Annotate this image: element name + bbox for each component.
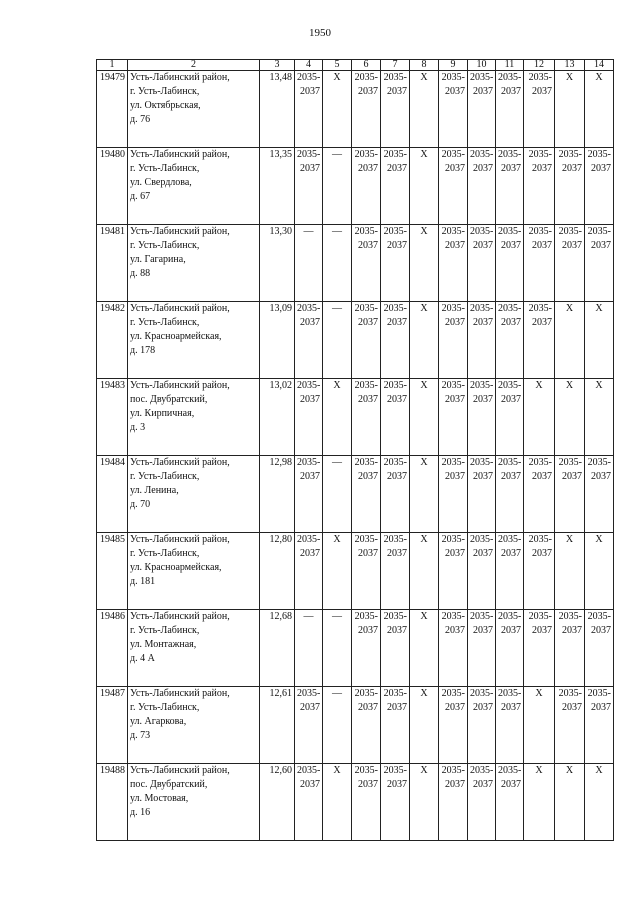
table-row: [97, 533, 614, 610]
period-cell-col10: 2035- 2037: [468, 533, 496, 610]
period-cell-col12: 2035- 2037: [524, 225, 555, 302]
period-cell-col5: —: [323, 148, 352, 225]
period-cell-col7: 2035- 2037: [381, 533, 410, 610]
period-cell-col8: X: [410, 225, 439, 302]
period-cell-col5: —: [323, 225, 352, 302]
period-cell-col10: 2035- 2037: [468, 71, 496, 148]
period-cell-col6: 2035- 2037: [352, 71, 381, 148]
address-cell: Усть-Лабинский район, г. Усть-Лабинск, ул. Красноармейская, д. 181: [128, 533, 260, 610]
address-cell: Усть-Лабинский район, г. Усть-Лабинск, ул. Красноармейская, д. 178: [128, 302, 260, 379]
period-cell-col14: 2035- 2037: [585, 148, 614, 225]
period-cell-col5: X: [323, 533, 352, 610]
period-cell-col6: 2035- 2037: [352, 687, 381, 764]
period-cell-col9: 2035- 2037: [439, 71, 468, 148]
table-row: [97, 456, 614, 533]
period-cell-col6: 2035- 2037: [352, 456, 381, 533]
table-row: [97, 71, 614, 148]
period-cell-col10: 2035- 2037: [468, 456, 496, 533]
column-header-13: 13: [555, 60, 585, 71]
period-cell-col12: 2035- 2037: [524, 456, 555, 533]
period-cell-col9: 2035- 2037: [439, 225, 468, 302]
period-cell-col13: X: [555, 533, 585, 610]
period-cell-col9: 2035- 2037: [439, 533, 468, 610]
period-cell-col5: X: [323, 379, 352, 456]
period-cell-col8: X: [410, 456, 439, 533]
period-cell-col9: 2035- 2037: [439, 456, 468, 533]
period-cell-col14: X: [585, 379, 614, 456]
period-cell-col13: 2035- 2037: [555, 148, 585, 225]
period-cell-col12: X: [524, 687, 555, 764]
period-cell-col12: 2035- 2037: [524, 610, 555, 687]
period-cell-col14: 2035- 2037: [585, 225, 614, 302]
period-cell-col5: —: [323, 302, 352, 379]
header-row: [97, 60, 614, 71]
area-cell: 13,30: [260, 225, 295, 302]
area-cell: 12,98: [260, 456, 295, 533]
record-number: 19486: [97, 610, 128, 687]
column-header-2: 2: [128, 60, 260, 71]
period-cell-col12: 2035- 2037: [524, 148, 555, 225]
period-cell-col9: 2035- 2037: [439, 687, 468, 764]
period-cell-col4: 2035- 2037: [295, 379, 323, 456]
column-header-14: 14: [585, 60, 614, 71]
period-cell-col10: 2035- 2037: [468, 148, 496, 225]
column-header-5: 5: [323, 60, 352, 71]
record-number: 19487: [97, 687, 128, 764]
period-cell-col11: 2035- 2037: [496, 687, 524, 764]
period-cell-col4: 2035- 2037: [295, 71, 323, 148]
period-cell-col12: 2035- 2037: [524, 533, 555, 610]
record-number: 19488: [97, 764, 128, 841]
period-cell-col11: 2035- 2037: [496, 71, 524, 148]
record-number: 19482: [97, 302, 128, 379]
period-cell-col5: X: [323, 764, 352, 841]
period-cell-col11: 2035- 2037: [496, 610, 524, 687]
period-cell-col6: 2035- 2037: [352, 764, 381, 841]
registry-table: [96, 59, 614, 841]
period-cell-col9: 2035- 2037: [439, 379, 468, 456]
period-cell-col11: 2035- 2037: [496, 533, 524, 610]
area-cell: 12,61: [260, 687, 295, 764]
period-cell-col11: 2035- 2037: [496, 764, 524, 841]
period-cell-col9: 2035- 2037: [439, 148, 468, 225]
period-cell-col12: 2035- 2037: [524, 302, 555, 379]
period-cell-col6: 2035- 2037: [352, 302, 381, 379]
period-cell-col7: 2035- 2037: [381, 610, 410, 687]
period-cell-col8: X: [410, 610, 439, 687]
period-cell-col14: X: [585, 764, 614, 841]
column-header-6: 6: [352, 60, 381, 71]
period-cell-col13: X: [555, 302, 585, 379]
table-row: [97, 225, 614, 302]
record-number: 19484: [97, 456, 128, 533]
period-cell-col11: 2035- 2037: [496, 456, 524, 533]
period-cell-col13: X: [555, 379, 585, 456]
period-cell-col8: X: [410, 148, 439, 225]
period-cell-col5: X: [323, 71, 352, 148]
period-cell-col13: X: [555, 71, 585, 148]
table-row: [97, 379, 614, 456]
period-cell-col5: —: [323, 610, 352, 687]
period-cell-col13: 2035- 2037: [555, 456, 585, 533]
period-cell-col6: 2035- 2037: [352, 610, 381, 687]
period-cell-col10: 2035- 2037: [468, 687, 496, 764]
area-cell: 13,02: [260, 379, 295, 456]
record-number: 19483: [97, 379, 128, 456]
period-cell-col6: 2035- 2037: [352, 148, 381, 225]
period-cell-col8: X: [410, 533, 439, 610]
period-cell-col14: X: [585, 71, 614, 148]
column-header-1: 1: [97, 60, 128, 71]
area-cell: 12,60: [260, 764, 295, 841]
period-cell-col10: 2035- 2037: [468, 225, 496, 302]
period-cell-col13: 2035- 2037: [555, 610, 585, 687]
period-cell-col8: X: [410, 379, 439, 456]
period-cell-col7: 2035- 2037: [381, 148, 410, 225]
period-cell-col7: 2035- 2037: [381, 456, 410, 533]
page-number: 1950: [309, 27, 331, 39]
record-number: 19480: [97, 148, 128, 225]
address-cell: Усть-Лабинский район, пос. Двубратский, ул. Кирпичная, д. 3: [128, 379, 260, 456]
column-header-11: 11: [496, 60, 524, 71]
table-header: [97, 60, 614, 71]
address-cell: Усть-Лабинский район, г. Усть-Лабинск, ул. Гагарина, д. 88: [128, 225, 260, 302]
column-header-10: 10: [468, 60, 496, 71]
period-cell-col7: 2035- 2037: [381, 225, 410, 302]
period-cell-col11: 2035- 2037: [496, 302, 524, 379]
period-cell-col10: 2035- 2037: [468, 379, 496, 456]
period-cell-col14: 2035- 2037: [585, 456, 614, 533]
area-cell: 13,09: [260, 302, 295, 379]
period-cell-col10: 2035- 2037: [468, 302, 496, 379]
period-cell-col6: 2035- 2037: [352, 533, 381, 610]
period-cell-col9: 2035- 2037: [439, 302, 468, 379]
period-cell-col8: X: [410, 687, 439, 764]
address-cell: Усть-Лабинский район, г. Усть-Лабинск, ул. Октябрьская, д. 76: [128, 71, 260, 148]
period-cell-col11: 2035- 2037: [496, 225, 524, 302]
period-cell-col4: 2035- 2037: [295, 456, 323, 533]
period-cell-col13: X: [555, 764, 585, 841]
period-cell-col5: —: [323, 687, 352, 764]
area-cell: 13,35: [260, 148, 295, 225]
record-number: 19485: [97, 533, 128, 610]
period-cell-col4: —: [295, 610, 323, 687]
column-header-4: 4: [295, 60, 323, 71]
period-cell-col4: —: [295, 225, 323, 302]
period-cell-col7: 2035- 2037: [381, 71, 410, 148]
period-cell-col6: 2035- 2037: [352, 379, 381, 456]
period-cell-col10: 2035- 2037: [468, 764, 496, 841]
period-cell-col8: X: [410, 764, 439, 841]
period-cell-col13: 2035- 2037: [555, 225, 585, 302]
address-cell: Усть-Лабинский район, г. Усть-Лабинск, ул. Ленина, д. 70: [128, 456, 260, 533]
period-cell-col10: 2035- 2037: [468, 610, 496, 687]
column-header-7: 7: [381, 60, 410, 71]
period-cell-col4: 2035- 2037: [295, 148, 323, 225]
column-header-8: 8: [410, 60, 439, 71]
period-cell-col14: X: [585, 533, 614, 610]
table-row: [97, 610, 614, 687]
period-cell-col9: 2035- 2037: [439, 610, 468, 687]
address-cell: Усть-Лабинский район, г. Усть-Лабинск, ул. Агаркова, д. 73: [128, 687, 260, 764]
table-row: [97, 687, 614, 764]
period-cell-col4: 2035- 2037: [295, 687, 323, 764]
address-cell: Усть-Лабинский район, г. Усть-Лабинск, ул. Свердлова, д. 67: [128, 148, 260, 225]
period-cell-col12: 2035- 2037: [524, 71, 555, 148]
record-number: 19481: [97, 225, 128, 302]
column-header-9: 9: [439, 60, 468, 71]
address-cell: Усть-Лабинский район, г. Усть-Лабинск, ул. Монтажная, д. 4 А: [128, 610, 260, 687]
period-cell-col4: 2035- 2037: [295, 764, 323, 841]
period-cell-col4: 2035- 2037: [295, 302, 323, 379]
period-cell-col14: X: [585, 302, 614, 379]
period-cell-col11: 2035- 2037: [496, 379, 524, 456]
period-cell-col14: 2035- 2037: [585, 610, 614, 687]
period-cell-col9: 2035- 2037: [439, 764, 468, 841]
period-cell-col12: X: [524, 764, 555, 841]
period-cell-col4: 2035- 2037: [295, 533, 323, 610]
column-header-3: 3: [260, 60, 295, 71]
period-cell-col8: X: [410, 302, 439, 379]
period-cell-col7: 2035- 2037: [381, 379, 410, 456]
period-cell-col7: 2035- 2037: [381, 764, 410, 841]
period-cell-col14: 2035- 2037: [585, 687, 614, 764]
address-cell: Усть-Лабинский район, пос. Двубратский, ул. Мостовая, д. 16: [128, 764, 260, 841]
period-cell-col5: —: [323, 456, 352, 533]
record-number: 19479: [97, 71, 128, 148]
table-row: [97, 302, 614, 379]
area-cell: 13,48: [260, 71, 295, 148]
table-body: [97, 71, 614, 841]
period-cell-col7: 2035- 2037: [381, 687, 410, 764]
period-cell-col7: 2035- 2037: [381, 302, 410, 379]
period-cell-col12: X: [524, 379, 555, 456]
period-cell-col6: 2035- 2037: [352, 225, 381, 302]
area-cell: 12,80: [260, 533, 295, 610]
column-header-12: 12: [524, 60, 555, 71]
table-row: [97, 764, 614, 841]
table-row: [97, 148, 614, 225]
period-cell-col11: 2035- 2037: [496, 148, 524, 225]
area-cell: 12,68: [260, 610, 295, 687]
period-cell-col13: 2035- 2037: [555, 687, 585, 764]
period-cell-col8: X: [410, 71, 439, 148]
